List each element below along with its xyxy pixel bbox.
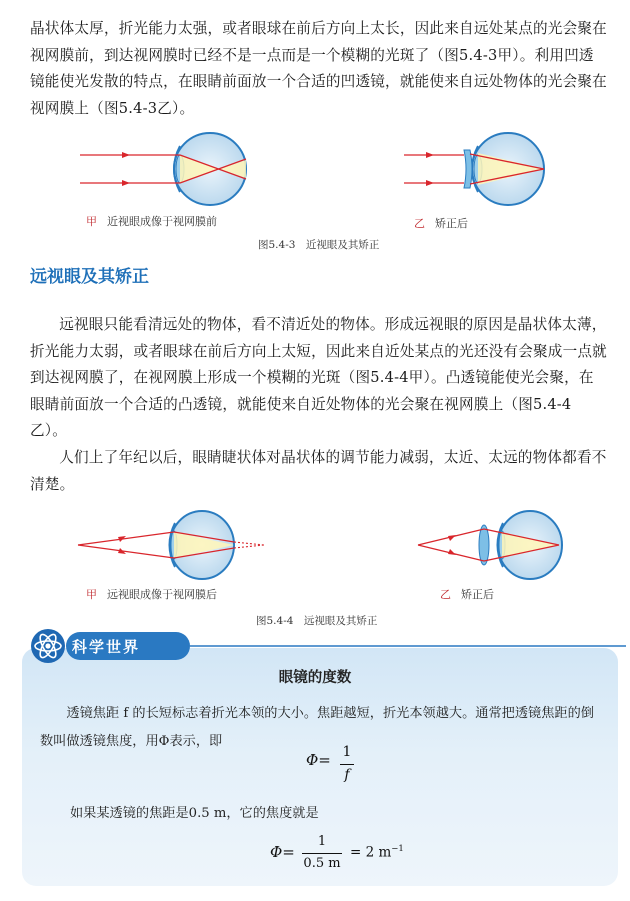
- fig2-right-label: 乙 矫正后: [440, 588, 494, 601]
- fraction-bar: [340, 764, 354, 765]
- fig1-right-label: 乙 矫正后: [414, 217, 468, 230]
- box-title: 眼镜的度数: [278, 670, 352, 686]
- section-title: 远视眼及其矫正: [30, 267, 149, 287]
- formula-2-denominator: 0.5 m: [303, 856, 341, 871]
- figure-hyperopia-corrected: [414, 505, 574, 585]
- figure-hyperopia-eye: [74, 505, 274, 585]
- concave-lens-shape: [464, 150, 472, 188]
- fraction-bar: [302, 853, 342, 854]
- formula-1-numerator: 1: [342, 744, 352, 760]
- figure-myopia-corrected: [404, 128, 564, 210]
- light-ray: [78, 545, 174, 558]
- formula-2-result: = 2 $m^{-1}$: [350, 844, 404, 861]
- box-text-example: 如果某透镜的焦距是0.5 m，它的焦度就是: [70, 806, 319, 821]
- convex-lens-shape: [479, 525, 489, 565]
- paragraph-hyperopia: 远视眼只能看清远处的物体，看不清近处的物体。形成远视眼的原因是晶状体太薄，折光能力太弱，或者眼球在前后方向上太短，因此来自近处某点的光还没有会聚成一点就到达视网膜了，在视网膜上形成一个模糊的光斑（图5.4-4甲）。凸透镜能使光会聚，在眼睛前面放一个合适的凸透镜，就能使来自近处物体的光会聚在视网膜上（图5.4-4乙）。: [30, 316, 607, 439]
- formula-2-lhs: Φ=: [270, 843, 295, 861]
- science-world-label: 科学世界: [72, 638, 141, 656]
- atom-icon: [31, 629, 65, 663]
- formula-1-lhs: Φ=: [306, 751, 331, 769]
- figure-caption-5-4-4: 图5.4-4 远视眼及其矫正: [256, 615, 378, 627]
- figure-myopia-eye: [80, 128, 270, 210]
- paragraph-myopia-cause: 晶状体太厚，折光能力太强，或者眼球在前后方向上太长，因此来自远处某点的光会聚在视网膜前，到达视网膜时已经不是一点而是一个模糊的光斑了（图5.4-3甲）。利用凹透镜能使光发散的特点，在眼睛前面放一个合适的凹透镜，就能使来自远处物体的光会聚在视网膜上（图5.4-3乙）。: [30, 20, 607, 117]
- paragraph-presbyopia: 人们上了年纪以后，眼睛睫状体对晶状体的调节能力减弱，太近、太远的物体都看不清楚。: [30, 449, 607, 493]
- box-text-definition: 透镜焦距 f 的长短标志着折光本领的大小。焦距越短，折光本领越大。通常把透镜焦距的倒数叫做透镜焦度，用Φ表示，即: [40, 706, 594, 749]
- fig1-left-label: 甲 近视眼成像于视网膜前: [86, 215, 217, 228]
- formula-2-numerator: 1: [317, 834, 327, 849]
- fig2-left-label: 甲 远视眼成像于视网膜后: [86, 588, 217, 601]
- light-ray: [78, 532, 174, 545]
- figure-caption-5-4-3: 图5.4-3 近视眼及其矫正: [258, 239, 380, 251]
- formula-1-denominator: f: [344, 767, 350, 783]
